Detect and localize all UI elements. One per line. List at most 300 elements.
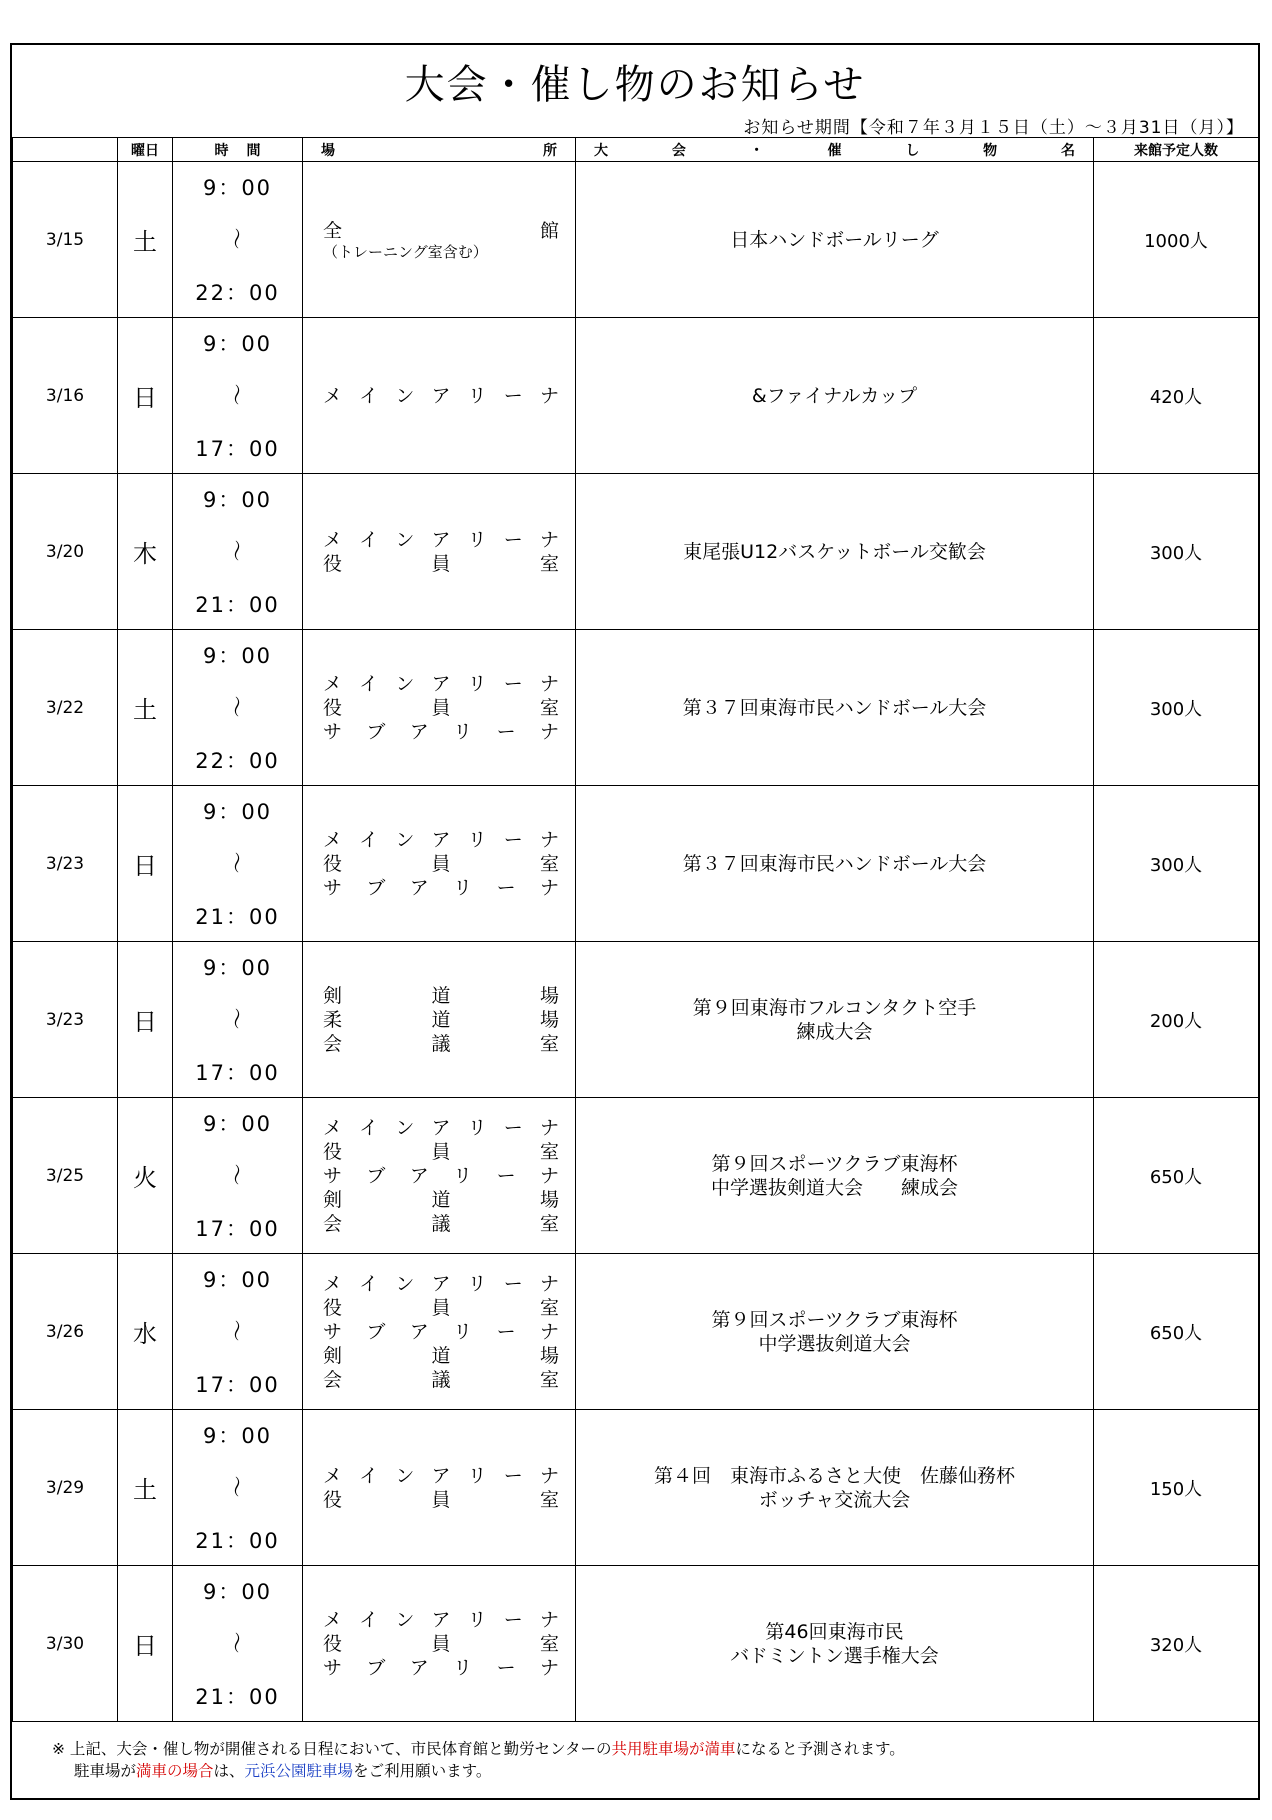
venue-char: ア xyxy=(409,1656,429,1679)
venue-char: メ xyxy=(323,828,343,851)
venue-char: リ xyxy=(467,828,487,851)
venue-line xyxy=(323,384,559,408)
venue-line xyxy=(323,1320,559,1344)
venue-char: 員 xyxy=(431,696,451,719)
venue-line xyxy=(323,1140,559,1164)
venue-line xyxy=(323,852,559,876)
row-venue xyxy=(303,1254,576,1410)
tilde-mark: ～ xyxy=(222,1475,248,1500)
row-count: 1000人 xyxy=(1094,162,1259,318)
time-separator xyxy=(173,536,302,567)
venue-line xyxy=(323,1632,559,1656)
venue-char: 役 xyxy=(323,552,343,575)
venue-char: イ xyxy=(359,1464,379,1487)
row-day: 木 xyxy=(118,474,173,630)
table-row xyxy=(13,1098,1259,1254)
venue-char: ン xyxy=(395,384,415,407)
note-highlight-red: 満車の場合 xyxy=(136,1762,214,1780)
header-count: 来館予定人数 xyxy=(1094,138,1259,162)
venue-char: 員 xyxy=(431,552,451,575)
venue-char: ナ xyxy=(539,1164,559,1187)
venue-char: ー xyxy=(496,1320,516,1343)
venue-char: ー xyxy=(503,1272,523,1295)
row-time xyxy=(173,1098,303,1254)
venue-char: 室 xyxy=(539,1032,559,1055)
venue-char: 剣 xyxy=(323,1188,343,1211)
row-time xyxy=(173,630,303,786)
note-highlight-blue: 元浜公園駐車場 xyxy=(244,1762,354,1780)
venue-char: リ xyxy=(453,876,473,899)
venue-char: リ xyxy=(467,672,487,695)
venue-char: 全 xyxy=(323,219,343,242)
venue-char: ナ xyxy=(539,1608,559,1631)
venue-char: 室 xyxy=(539,1212,559,1235)
venue-line xyxy=(323,1656,559,1680)
row-count: 300人 xyxy=(1094,474,1259,630)
time-range xyxy=(173,635,302,780)
row-count: 300人 xyxy=(1094,630,1259,786)
table-row xyxy=(13,630,1259,786)
venue-char: 員 xyxy=(431,1488,451,1511)
venue-char: ン xyxy=(395,1116,415,1139)
row-event xyxy=(576,474,1094,630)
venue-line xyxy=(323,1464,559,1488)
end-time: 21：00 xyxy=(195,1529,280,1553)
venue-char: ア xyxy=(431,672,451,695)
venue-char: メ xyxy=(323,1116,343,1139)
venue-char: 役 xyxy=(323,1488,343,1511)
parking-note-line2 xyxy=(52,1760,905,1782)
event-name-line: 第46回東海市民 xyxy=(765,1620,904,1643)
row-venue xyxy=(303,1410,576,1566)
table-header-row xyxy=(13,138,1259,162)
time-separator xyxy=(173,1628,302,1659)
parking-note-line1 xyxy=(52,1738,905,1760)
venue-char: ナ xyxy=(539,672,559,695)
table-row xyxy=(13,318,1259,474)
venue-char: ン xyxy=(395,828,415,851)
venue-char: 役 xyxy=(323,696,343,719)
venue-char: 剣 xyxy=(323,1344,343,1367)
venue-char: リ xyxy=(453,1656,473,1679)
time-range xyxy=(173,947,302,1092)
venue-char: ン xyxy=(395,528,415,551)
tilde-mark: ～ xyxy=(222,851,248,876)
event-name-line: 中学選抜剣道大会 練成会 xyxy=(710,1176,958,1199)
tilde-mark: ～ xyxy=(222,1163,248,1188)
venue-char: 議 xyxy=(431,1032,451,1055)
time-separator xyxy=(173,1160,302,1191)
start-time: 9：00 xyxy=(202,1112,273,1136)
venue-char: 道 xyxy=(431,1008,451,1031)
row-count: 150人 xyxy=(1094,1410,1259,1566)
table-row xyxy=(13,1566,1259,1722)
venue-char: 役 xyxy=(323,1632,343,1655)
venue-char: ブ xyxy=(366,876,386,899)
event-name-line: 第９回スポーツクラブ東海杯 xyxy=(711,1152,958,1175)
event-name-line: 日本ハンドボールリーグ xyxy=(730,228,939,251)
tilde-mark: ～ xyxy=(222,695,248,720)
venue-char: 場 xyxy=(539,1008,559,1031)
venue-char: ア xyxy=(409,1164,429,1187)
venue-char: ー xyxy=(496,876,516,899)
venue-char: ナ xyxy=(539,1464,559,1487)
time-range xyxy=(173,167,302,312)
row-day: 土 xyxy=(118,630,173,786)
venue-char: 員 xyxy=(431,852,451,875)
venue-char: イ xyxy=(359,1272,379,1295)
venue-char: ー xyxy=(503,528,523,551)
header-venue-right: 所 xyxy=(543,142,557,159)
end-time: 17：00 xyxy=(195,1217,280,1241)
venue-line xyxy=(323,1212,559,1236)
header-event-char: 大 xyxy=(594,142,608,159)
header-event-char: 物 xyxy=(983,142,998,159)
venue-line xyxy=(323,1296,559,1320)
venue-char: ー xyxy=(503,1464,523,1487)
row-date: 3/26 xyxy=(13,1254,118,1410)
venue-char: 議 xyxy=(431,1212,451,1235)
venue-char: ア xyxy=(431,1116,451,1139)
note-text: 駐車場が xyxy=(74,1762,137,1780)
row-date: 3/15 xyxy=(13,162,118,318)
note-highlight-red: 共用駐車場が満車 xyxy=(611,1740,736,1758)
venue-char: 場 xyxy=(539,1344,559,1367)
row-time xyxy=(173,318,303,474)
venue-char: ー xyxy=(503,1116,523,1139)
venue-char: イ xyxy=(359,672,379,695)
venue-line xyxy=(323,552,559,576)
table-row xyxy=(13,1254,1259,1410)
row-time xyxy=(173,1254,303,1410)
row-event xyxy=(576,786,1094,942)
start-time: 9：00 xyxy=(202,332,273,356)
row-event xyxy=(576,630,1094,786)
venue-char: サ xyxy=(323,876,343,899)
end-time: 17：00 xyxy=(195,1373,280,1397)
venue-char: ナ xyxy=(539,720,559,743)
venue-char: 役 xyxy=(323,852,343,875)
venue-char: ナ xyxy=(539,1272,559,1295)
row-date: 3/29 xyxy=(13,1410,118,1566)
note-text: になると予測されます。 xyxy=(735,1740,905,1758)
tilde-mark: ～ xyxy=(222,1007,248,1032)
header-day: 曜日 xyxy=(118,138,173,162)
time-range xyxy=(173,323,302,468)
venue-char: イ xyxy=(359,528,379,551)
venue-line xyxy=(323,1368,559,1392)
venue-char: メ xyxy=(323,384,343,407)
venue-char: 場 xyxy=(539,984,559,1007)
venue-char: 会 xyxy=(323,1212,343,1235)
row-venue xyxy=(303,162,576,318)
tilde-mark: ～ xyxy=(222,227,248,252)
row-day: 日 xyxy=(118,318,173,474)
venue-char: ナ xyxy=(539,528,559,551)
start-time: 9：00 xyxy=(202,488,273,512)
header-time: 時間 xyxy=(173,138,303,162)
venue-line xyxy=(323,1008,559,1032)
time-separator xyxy=(173,380,302,411)
venue-char: ア xyxy=(431,1608,451,1631)
notice-period: お知らせ期間【令和７年３月１５日（土）～３月31日（月）】 xyxy=(743,118,1244,138)
row-venue xyxy=(303,474,576,630)
venue-char: サ xyxy=(323,1656,343,1679)
row-date: 3/30 xyxy=(13,1566,118,1722)
venue-char: 室 xyxy=(539,1632,559,1655)
row-event xyxy=(576,1566,1094,1722)
table-row xyxy=(13,942,1259,1098)
time-range xyxy=(173,1259,302,1404)
row-date: 3/20 xyxy=(13,474,118,630)
venue-char: ナ xyxy=(539,1656,559,1679)
row-event xyxy=(576,1254,1094,1410)
venue-char: 役 xyxy=(323,1296,343,1319)
venue-char: リ xyxy=(467,528,487,551)
tilde-mark: ～ xyxy=(222,1631,248,1656)
event-name-line: バドミントン選手権大会 xyxy=(730,1644,939,1667)
venue-char: 道 xyxy=(431,1344,451,1367)
time-separator xyxy=(173,1472,302,1503)
page-title: 大会・催し物のお知らせ xyxy=(404,62,866,108)
row-event xyxy=(576,1410,1094,1566)
venue-char: ア xyxy=(409,876,429,899)
time-range xyxy=(173,791,302,936)
venue-char: イ xyxy=(359,828,379,851)
row-day: 土 xyxy=(118,162,173,318)
venue-line xyxy=(323,1608,559,1632)
time-range xyxy=(173,1415,302,1560)
venue-line xyxy=(323,696,559,720)
header-event xyxy=(576,138,1094,162)
row-venue xyxy=(303,318,576,474)
time-range xyxy=(173,1103,302,1248)
venue-char: 員 xyxy=(431,1140,451,1163)
header-event-char: し xyxy=(905,142,920,159)
tilde-mark: ～ xyxy=(222,383,248,408)
venue-char: 会 xyxy=(323,1032,343,1055)
header-event-char: 会 xyxy=(671,142,686,159)
note-text: ※ 上記、大会・催し物が開催される日程において、市民体育館と勤労センターの xyxy=(52,1740,612,1758)
start-time: 9：00 xyxy=(202,1580,273,1604)
end-time: 22：00 xyxy=(195,281,280,305)
row-count: 650人 xyxy=(1094,1254,1259,1410)
venue-char: メ xyxy=(323,1272,343,1295)
venue-line xyxy=(323,828,559,852)
row-day: 日 xyxy=(118,942,173,1098)
venue-char: リ xyxy=(467,1608,487,1631)
event-name-line: &ファイナルカップ xyxy=(751,384,918,407)
venue-char: ー xyxy=(496,1656,516,1679)
time-separator xyxy=(173,848,302,879)
row-day: 火 xyxy=(118,1098,173,1254)
row-time xyxy=(173,1410,303,1566)
venue-char: ナ xyxy=(539,1116,559,1139)
venue-char: リ xyxy=(467,1272,487,1295)
venue-char: ー xyxy=(496,1164,516,1187)
table-row xyxy=(13,474,1259,630)
row-count: 200人 xyxy=(1094,942,1259,1098)
start-time: 9：00 xyxy=(202,1268,273,1292)
row-event xyxy=(576,318,1094,474)
row-count: 300人 xyxy=(1094,786,1259,942)
row-venue xyxy=(303,786,576,942)
venue-char: イ xyxy=(359,384,379,407)
row-date: 3/23 xyxy=(13,786,118,942)
time-range xyxy=(173,479,302,624)
venue-line xyxy=(323,219,559,243)
row-date: 3/23 xyxy=(13,942,118,1098)
venue-sub: （トレーニング室含む） xyxy=(323,242,488,261)
venue-char: 室 xyxy=(539,852,559,875)
venue-char: ナ xyxy=(539,828,559,851)
venue-char: ブ xyxy=(366,720,386,743)
venue-line xyxy=(323,1116,559,1140)
row-time xyxy=(173,786,303,942)
venue-char: サ xyxy=(323,1320,343,1343)
venue-char: 室 xyxy=(539,1140,559,1163)
venue-char: 場 xyxy=(539,1188,559,1211)
venue-char: メ xyxy=(323,1608,343,1631)
event-name-line: 第９回スポーツクラブ東海杯 xyxy=(711,1308,958,1331)
venue-char: 道 xyxy=(431,984,451,1007)
venue-char: ア xyxy=(431,1464,451,1487)
header-event-char: 名 xyxy=(1060,142,1075,159)
venue-char: ナ xyxy=(539,384,559,407)
venue-line xyxy=(323,876,559,900)
venue-char: ア xyxy=(409,720,429,743)
venue-char: ブ xyxy=(366,1164,386,1187)
venue-char: ブ xyxy=(366,1656,386,1679)
end-time: 17：00 xyxy=(195,1061,280,1085)
header-event-char: 催 xyxy=(827,142,842,159)
venue-char: イ xyxy=(359,1608,379,1631)
table-row xyxy=(13,1410,1259,1566)
venue-char: 剣 xyxy=(323,984,343,1007)
venue-char: 員 xyxy=(431,1632,451,1655)
event-name-line: 東尾張U12バスケットボール交歓会 xyxy=(683,540,986,563)
row-date: 3/22 xyxy=(13,630,118,786)
table-row xyxy=(13,786,1259,942)
end-time: 22：00 xyxy=(195,749,280,773)
event-name-line: ボッチャ交流大会 xyxy=(758,1488,911,1511)
venue-char: 員 xyxy=(431,1296,451,1319)
start-time: 9：00 xyxy=(202,800,273,824)
venue-line xyxy=(323,720,559,744)
event-name-line: 第４回 東海市ふるさと大使 佐藤仙務杯 xyxy=(653,1464,1015,1487)
event-name-line: 中学選抜剣道大会 xyxy=(758,1332,911,1355)
tilde-mark: ～ xyxy=(222,1319,248,1344)
row-count: 420人 xyxy=(1094,318,1259,474)
end-time: 21：00 xyxy=(195,593,280,617)
event-name-line: 第９回東海市フルコンタクト空手 xyxy=(692,996,977,1019)
venue-char: ー xyxy=(496,720,516,743)
venue-char: 議 xyxy=(431,1368,451,1391)
end-time: 17：00 xyxy=(195,437,280,461)
venue-char: メ xyxy=(323,672,343,695)
venue-char: ン xyxy=(395,1464,415,1487)
time-separator xyxy=(173,692,302,723)
end-time: 21：00 xyxy=(195,905,280,929)
venue-char: ア xyxy=(431,1272,451,1295)
venue-char: リ xyxy=(453,1164,473,1187)
venue-char: ナ xyxy=(539,876,559,899)
row-count: 320人 xyxy=(1094,1566,1259,1722)
event-name-line: 第３７回東海市民ハンドボール大会 xyxy=(682,696,987,719)
venue-char: 会 xyxy=(323,1368,343,1391)
row-day: 水 xyxy=(118,1254,173,1410)
header-date xyxy=(13,138,118,162)
venue-char: 役 xyxy=(323,1140,343,1163)
start-time: 9：00 xyxy=(202,644,273,668)
row-venue xyxy=(303,942,576,1098)
row-venue xyxy=(303,630,576,786)
venue-char: リ xyxy=(453,1320,473,1343)
venue-char: リ xyxy=(467,384,487,407)
venue-char: ー xyxy=(503,384,523,407)
time-separator xyxy=(173,224,302,255)
venue-char: 室 xyxy=(539,696,559,719)
row-event xyxy=(576,942,1094,1098)
venue-char: ア xyxy=(431,384,451,407)
venue-char: メ xyxy=(323,1464,343,1487)
notice-frame xyxy=(10,43,1260,1800)
venue-line xyxy=(323,1488,559,1512)
venue-char: リ xyxy=(467,1116,487,1139)
row-date: 3/25 xyxy=(13,1098,118,1254)
venue-char: ン xyxy=(395,1272,415,1295)
venue-char: 館 xyxy=(539,219,559,242)
venue-char: 室 xyxy=(539,1296,559,1319)
venue-char: 柔 xyxy=(323,1008,343,1031)
event-name-line: 第３７回東海市民ハンドボール大会 xyxy=(682,852,987,875)
row-day: 日 xyxy=(118,786,173,942)
venue-line xyxy=(323,1188,559,1212)
venue-line xyxy=(323,528,559,552)
time-separator xyxy=(173,1004,302,1035)
start-time: 9：00 xyxy=(202,1424,273,1448)
table-row xyxy=(13,162,1259,318)
venue-char: ア xyxy=(431,828,451,851)
row-time xyxy=(173,162,303,318)
note-text: をご利用願います。 xyxy=(353,1762,492,1780)
start-time: 9：00 xyxy=(202,956,273,980)
venue-char: ン xyxy=(395,672,415,695)
time-range xyxy=(173,1571,302,1716)
time-separator xyxy=(173,1316,302,1347)
venue-char: 道 xyxy=(431,1188,451,1211)
header-venue-left: 場 xyxy=(321,142,335,159)
row-event xyxy=(576,1098,1094,1254)
venue-char: サ xyxy=(323,1164,343,1187)
schedule-table xyxy=(12,137,1259,1722)
venue-line xyxy=(323,984,559,1008)
venue-char: ナ xyxy=(539,1320,559,1343)
row-event xyxy=(576,162,1094,318)
parking-note xyxy=(52,1738,905,1782)
venue-char: ブ xyxy=(366,1320,386,1343)
venue-char: 室 xyxy=(539,552,559,575)
row-day: 日 xyxy=(118,1566,173,1722)
venue-line xyxy=(323,672,559,696)
note-text: は、 xyxy=(213,1762,245,1780)
end-time: 21：00 xyxy=(195,1685,280,1709)
row-day: 土 xyxy=(118,1410,173,1566)
venue-char: イ xyxy=(359,1116,379,1139)
venue-char: 室 xyxy=(539,1488,559,1511)
venue-char: 室 xyxy=(539,1368,559,1391)
header-event-char: ・ xyxy=(749,142,764,159)
